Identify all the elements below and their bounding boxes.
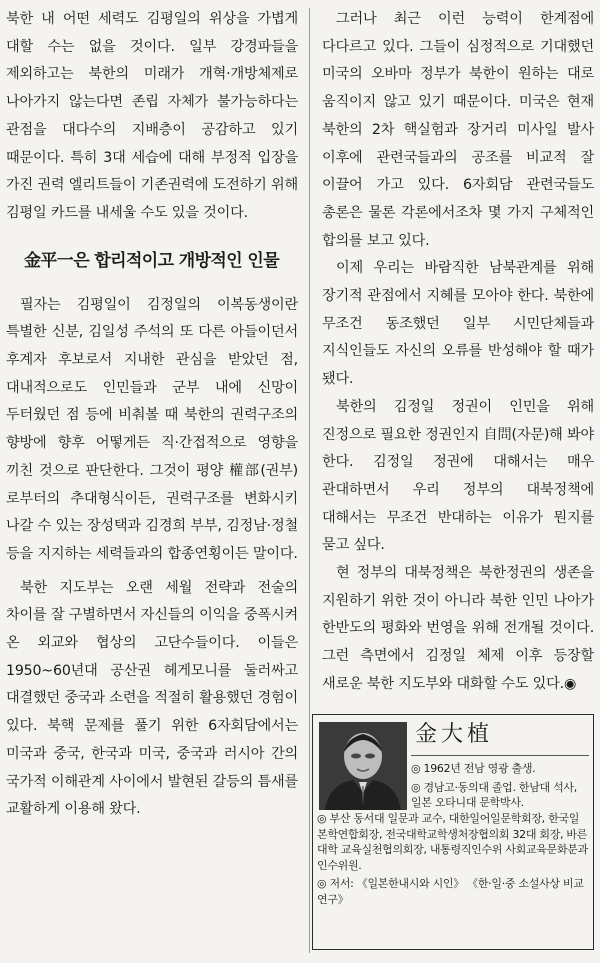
author-portrait-icon: [319, 722, 407, 810]
body-paragraph: 북한 지도부는 오랜 세월 전략과 전술의 차이를 잘 구별하면서 자신들의 이익을 중폭시켜 온 외교와 협상의 고단수들이다. 이들은 1950~60년대 공산권 헤게모니를 둘러싸고 대결했던 중국과 소련을 적절히 활용했던 경험이 있다. 북핵 문제를 풀기 위한 6자회담에서는 미국과 중국, 한국과 미국, 중국과 러시아 간의 국가적 이해관계 사이에서 발현된 갈등의 틈새를 교활하게 이용해 왔다.: [6, 579, 298, 818]
column-divider: [309, 8, 310, 953]
bio-item: ◎ 1962년 전남 영광 출생.: [411, 762, 536, 775]
author-profile-box: [312, 714, 594, 950]
bio-item: ◎ 저서: 《일본한내시와 시인》 《한·일·중 소설사상 비교연구》: [317, 877, 584, 906]
left-column: [6, 6, 298, 824]
name-underline: [411, 755, 589, 756]
body-paragraph: 그러나 최근 이런 능력이 한계점에 다다르고 있다. 그들이 심정적으로 기대했던 미국의 오바마 정부가 북한이 원하는 대로 움직이지 않고 있기 때문이다. 미국은 현재 북한의 2차 핵실험과 장거리 미사일 발사 이후에 관련국들과의 공조를 비교적 잘 이끌어 가고 있다. 6자회담 관련국들도 총론은 물론 각론에서조차 몇 가지 구체적인 합의를 보고 있다.: [322, 11, 594, 249]
body-paragraph: 북한의 김정일 정권이 인민을 위해 진정으로 필요한 정권인지 自問(자문)해 봐야 한다. 김정일 정권에 대해서는 매우 관대하면서 우리 정부의 대북정책에 대해서는 무조건 반대하는 이유가 뭔지를 묻고 싶다.: [322, 398, 594, 554]
author-name: 金大植: [415, 722, 494, 747]
section-subheading: 金平一은 합리적이고 개방적인 인물: [24, 250, 280, 271]
author-bio-short: [411, 761, 589, 814]
author-bio-long: [317, 811, 589, 910]
bio-item: ◎ 부산 동서대 일문과 교수, 대한일어일문학회장, 한국일본학연합회장, 전국대학교학생처장협의회 32대 회장, 바른대학 교육실천협의회장, 내통령직인수위 사회교육문화분과 인수위원.: [317, 812, 588, 872]
body-paragraph: 현 정부의 대북정책은 북한정권의 생존을 지원하기 위한 것이 아니라 북한 인민 나아가 한반도의 평화와 번영을 위해 전개될 것이다. 그런 측면에서 김정일 체제 이후 등장할 새로운 북한 지도부와 대화할 수도 있다.◉: [322, 565, 594, 692]
right-column: [322, 6, 594, 699]
author-photo: [319, 722, 407, 810]
body-paragraph: 북한 내 어떤 세력도 김평일의 위상을 가볍게 대할 수는 없을 것이다. 일부 강경파들을 제외하고는 북한의 미래가 개혁·개방체제로 나아가지 않는다면 존립 자체가 불가능하다는 관점을 대다수의 지배층이 공감하고 있기 때문이다. 특히 3대 세습에 대해 부정적 입장을 가진 권력 엘리트들이 기존권력에 도전하기 위해 김평일 카드를 내세울 수도 있을 것이다.: [6, 11, 298, 221]
body-paragraph: 이제 우리는 바람직한 남북관계를 위해 장기적 관점에서 지혜를 모아야 한다. 북한에 무조건 동조했던 일부 시민단체들과 지식인들도 자신의 오류를 반성해야 할 때가 됐다.: [322, 260, 594, 388]
body-paragraph: 필자는 김평일이 김정일의 이복동생이란 특별한 신분, 김일성 주석의 또 다른 아들이던서 후계자 후보로서 지내한 관심을 받았던 점, 대내적으로도 인민들과 군부 내에 신망이 두터웠던 점 등에 비춰볼 때 북한의 권력구조의 향방에 향후 어떻게든 직·간접적으로 영향을 끼친 것으로 판단한다. 그것이 평양 權部(권부)로부터의 추대형식이든, 권력구조를 변화시키 나갈 수 있는 장성택과 김경희 부부, 김정남·정철 등을 지지하는 세력들과의 합종연횡이든 말이다.: [6, 296, 298, 562]
bio-item: ◎ 경남고·동의대 졸업. 한남대 석사, 일본 오타니대 문학박사.: [411, 780, 577, 809]
